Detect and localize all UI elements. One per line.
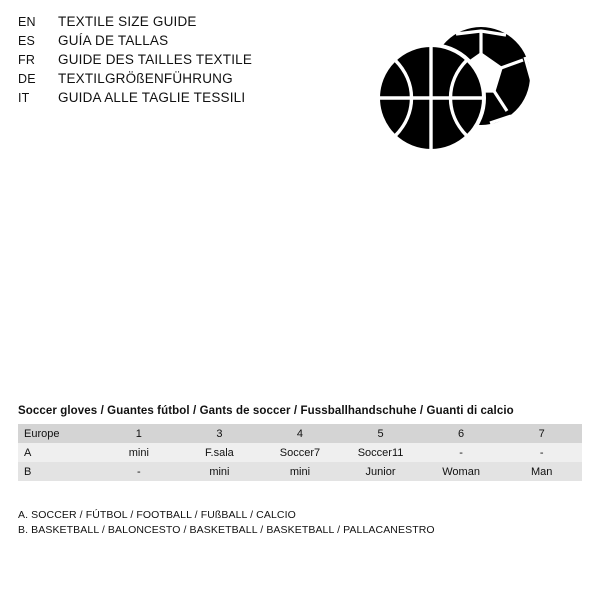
size-table-caption: Soccer gloves / Guantes fútbol / Gants de soccer / Fussballhandschuhe / Guanti di calcio xyxy=(18,405,514,417)
balls-illustration xyxy=(355,24,555,164)
size-table xyxy=(18,424,582,481)
table-row xyxy=(18,443,582,462)
table-row-label-a: A xyxy=(18,443,99,462)
balls-svg xyxy=(355,24,555,164)
table-cell-b-5: Junior xyxy=(340,462,421,481)
language-code-en: EN xyxy=(18,15,36,29)
table-header-cell-7: 7 xyxy=(501,424,582,443)
table-cell-a-5: Soccer11 xyxy=(340,443,421,462)
language-row-it xyxy=(18,90,348,109)
table-row-label-b: B xyxy=(18,462,99,481)
table-header-cell-6: 6 xyxy=(421,424,502,443)
language-row-en xyxy=(18,14,348,33)
table-cell-a-1: mini xyxy=(99,443,180,462)
language-row-fr xyxy=(18,52,348,71)
table-header-cell-1: 1 xyxy=(99,424,180,443)
language-code-fr: FR xyxy=(18,53,36,67)
table-cell-b-7: Man xyxy=(501,462,582,481)
language-code-es: ES xyxy=(18,34,36,48)
table-header-row xyxy=(18,424,582,443)
language-title-en: TEXTILE SIZE GUIDE xyxy=(58,14,197,29)
table-cell-a-4: Soccer7 xyxy=(260,443,341,462)
size-table-section xyxy=(18,405,582,481)
table-cell-b-6: Woman xyxy=(421,462,502,481)
table-row xyxy=(18,462,582,481)
legend-line-a: A. SOCCER / FÚTBOL / FOOTBALL / FUßBALL / CALCIO xyxy=(18,509,296,521)
table-cell-a-6: - xyxy=(421,443,502,462)
language-title-fr: GUIDE DES TAILLES TEXTILE xyxy=(58,52,253,67)
table-cell-a-7: - xyxy=(501,443,582,462)
language-title-block xyxy=(18,14,348,109)
language-title-de: TEXTILGRÖßENFÜHRUNG xyxy=(58,71,233,86)
table-header-cell-4: 4 xyxy=(260,424,341,443)
language-code-it: IT xyxy=(18,91,30,105)
language-title-es: GUÍA DE TALLAS xyxy=(58,33,169,48)
legend-line-b: B. BASKETBALL / BALONCESTO / BASKETBALL / BASKETBALL / PALLACANESTRO xyxy=(18,524,435,536)
language-title-it: GUIDA ALLE TAGLIE TESSILI xyxy=(58,90,246,105)
basketball-icon xyxy=(378,45,484,151)
table-cell-b-1: - xyxy=(99,462,180,481)
table-header-cell-5: 5 xyxy=(340,424,421,443)
language-row-es xyxy=(18,33,348,52)
table-cell-a-3: F.sala xyxy=(179,443,260,462)
table-cell-b-3: mini xyxy=(179,462,260,481)
language-row-de xyxy=(18,71,348,90)
language-code-de: DE xyxy=(18,72,36,86)
table-cell-b-4: mini xyxy=(260,462,341,481)
legend-block xyxy=(18,508,582,538)
table-header-cell-europe: Europe xyxy=(18,424,99,443)
table-header-cell-3: 3 xyxy=(179,424,260,443)
